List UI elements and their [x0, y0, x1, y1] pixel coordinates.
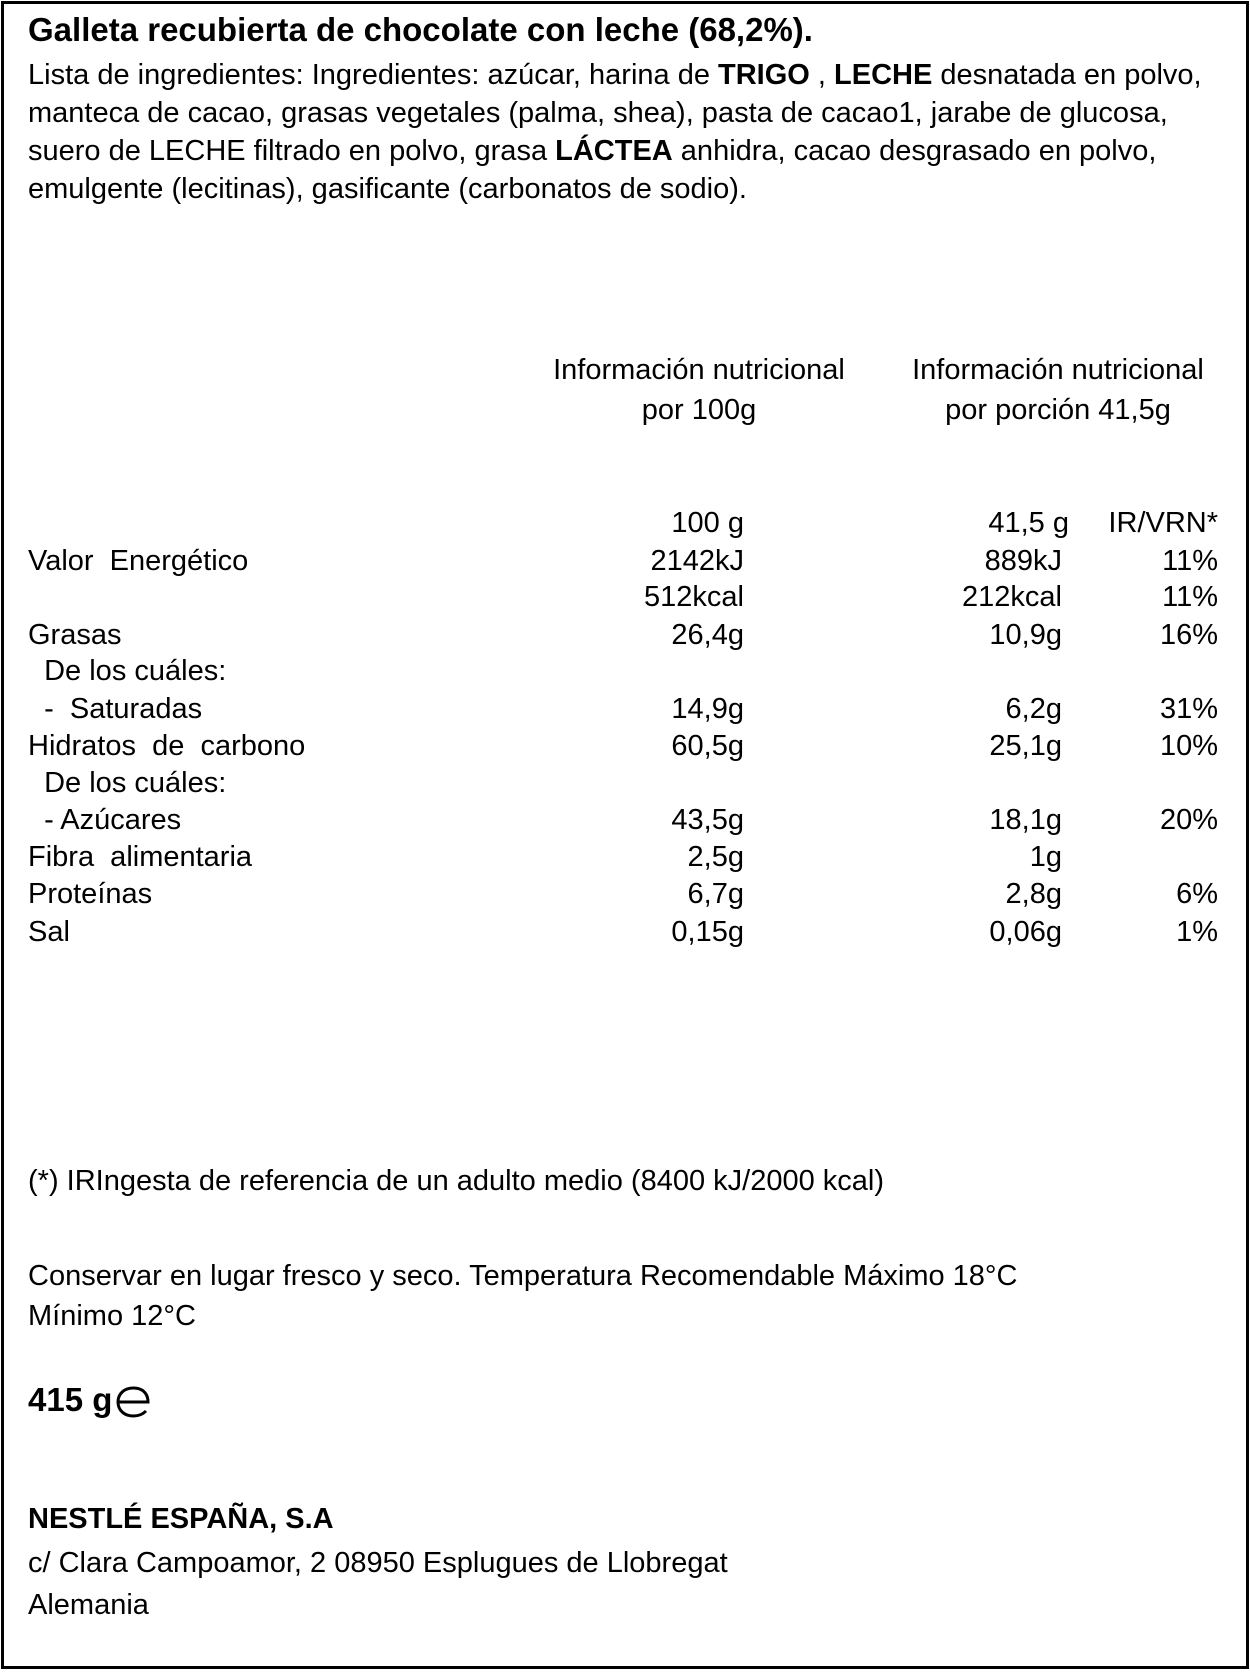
product-label	[1, 1, 1249, 1669]
nutrient-label: De los cuáles:	[28, 655, 227, 687]
net-weight-value: 415 g	[28, 1381, 113, 1418]
nutrient-value-100g: 26,4g	[671, 619, 744, 651]
nutrient-label: Fibra alimentaria	[28, 841, 253, 873]
nutrient-value-100g: 512kcal	[644, 581, 744, 613]
nutrient-value-100g: 6,7g	[687, 878, 744, 910]
footnote: (*) IRIngesta de referencia de un adulto medio (8400 kJ/2000 kcal)	[28, 1165, 884, 1197]
column-header-per-portion	[893, 350, 1223, 430]
estimated-sign-icon	[114, 1384, 154, 1420]
nutrient-value-portion: 2,8g	[1005, 878, 1062, 910]
nutrient-value-portion: 18,1g	[989, 804, 1062, 836]
ingredients-list	[28, 56, 1208, 208]
storage-line: Mínimo 12°C	[28, 1300, 196, 1332]
nutrient-value-portion: 0,06g	[989, 916, 1062, 948]
column-header-line: Información nutricional	[553, 354, 845, 386]
nutrient-value-100g: 60,5g	[671, 730, 744, 762]
manufacturer-address	[28, 1542, 728, 1626]
nutrient-value-100g: 0,15g	[671, 916, 744, 948]
nutrient-value-portion: 10,9g	[989, 619, 1062, 651]
unit-header-100g: 100 g	[671, 507, 744, 539]
unit-header-portion: 41,5 g	[988, 507, 1069, 539]
ingredients-text: ,	[809, 59, 835, 91]
nutrient-value-100g: 2,5g	[687, 841, 744, 873]
address-line: c/ Clara Campoamor, 2 08950 Esplugues de Llobregat	[28, 1547, 728, 1579]
nutrient-ir-value: 20%	[1159, 804, 1218, 836]
product-title: Galleta recubierta de chocolate con leche (68,2%).	[28, 11, 813, 48]
nutrient-label: - Saturadas	[28, 693, 203, 725]
nutrient-value-portion: 212kcal	[962, 581, 1062, 613]
nutrient-label: Sal	[28, 916, 70, 948]
nutrient-ir-value: 6%	[1176, 878, 1218, 910]
nutrient-ir-value: 1%	[1176, 916, 1218, 948]
nutrient-ir-value: 11%	[1162, 581, 1218, 613]
allergen-wheat: TRIGO	[718, 59, 810, 91]
ingredients-text: desnatada en polvo, manteca de cacao, grasas vegetales (palma, shea), pasta de cacao1, jarabe de glucosa, suero de LECHE filtrado en polvo, grasa	[28, 59, 1202, 167]
nutrient-ir-value: 31%	[1159, 693, 1218, 725]
unit-header-ir: IR/VRN*	[1108, 507, 1218, 539]
nutrient-ir-value: 10%	[1159, 730, 1218, 762]
net-weight	[28, 1380, 154, 1420]
nutrient-label: Proteínas	[28, 878, 153, 910]
storage-line: Conservar en lugar fresco y seco. Temperatura Recomendable Máximo 18°C	[28, 1260, 1018, 1292]
nutrient-label: Valor Energético	[28, 545, 249, 577]
nutrient-ir-value: 16%	[1159, 619, 1218, 651]
ingredients-text: Lista de ingredientes: Ingredientes: azúcar, harina de	[28, 59, 719, 91]
nutrient-value-portion: 889kJ	[984, 545, 1062, 577]
storage-instructions	[28, 1256, 1017, 1336]
manufacturer-name: NESTLÉ ESPAÑA, S.A	[28, 1503, 334, 1535]
ingredients-text: anhidra, cacao desgrasado en polvo, emulgente (lecitinas), gasificante (carbonatos de sodio).	[28, 135, 1157, 205]
nutrient-value-portion: 1g	[1029, 841, 1062, 873]
allergen-milk: LECHE	[834, 59, 933, 91]
nutrient-label: - Azúcares	[28, 804, 182, 836]
nutrient-label: De los cuáles:	[28, 767, 227, 799]
allergen-dairy: LÁCTEA	[555, 135, 673, 167]
column-header-line: por porción 41,5g	[945, 394, 1171, 426]
column-header-line: por 100g	[641, 394, 757, 426]
address-line: Alemania	[28, 1589, 149, 1621]
column-header-line: Información nutricional	[912, 354, 1204, 386]
column-header-per-100g	[534, 350, 864, 430]
nutrient-value-100g: 2142kJ	[650, 545, 744, 577]
nutrient-value-portion: 6,2g	[1005, 693, 1062, 725]
nutrient-ir-value: 11%	[1162, 545, 1218, 577]
nutrient-label: Hidratos de carbono	[28, 730, 306, 762]
nutrient-label: Grasas	[28, 619, 122, 651]
nutrient-value-100g: 14,9g	[671, 693, 744, 725]
nutrient-value-100g: 43,5g	[671, 804, 744, 836]
nutrient-value-portion: 25,1g	[989, 730, 1062, 762]
